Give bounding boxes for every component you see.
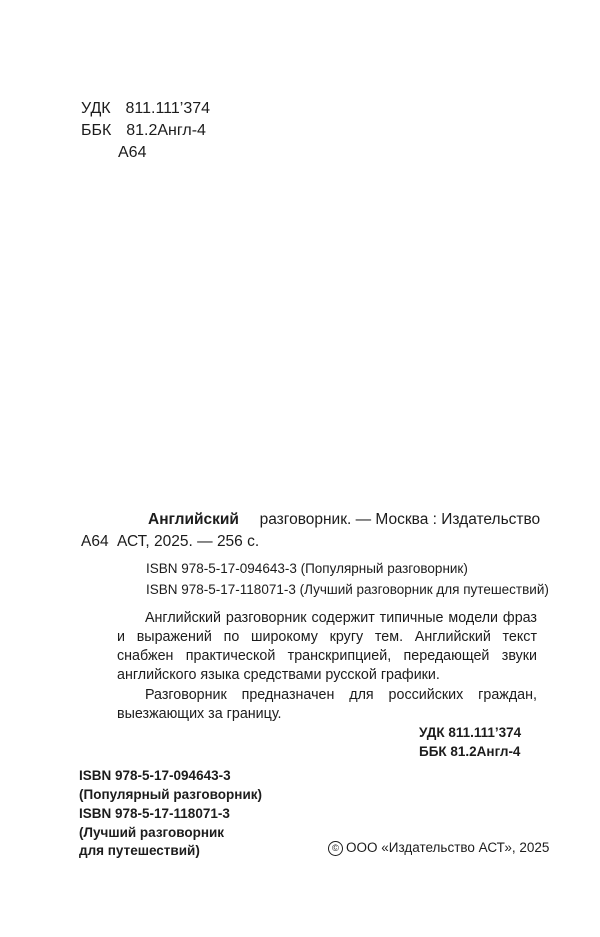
annotation-title-line: [148, 510, 540, 530]
copyright-line: [328, 839, 549, 857]
udk-label: УДК: [81, 100, 111, 117]
annotation-bbk: ББК 81.2Англ-4: [419, 744, 521, 759]
udk-line: [81, 98, 210, 120]
bbk-label: ББК: [81, 122, 112, 139]
copyright-text: ООО «Издательство АСТ», 2025: [346, 840, 550, 855]
author-mark-top: А64: [118, 144, 147, 161]
udk-value: 811.111’374: [125, 100, 211, 117]
annotation-isbn-1: ISBN 978-5-17-094643-3 (Популярный разговорник): [146, 561, 468, 576]
book-title-bold: Английский: [148, 511, 239, 528]
annotation-udk: УДК 811.111’374: [419, 725, 522, 740]
publisher-line: АСТ, 2025. — 256 с.: [117, 533, 260, 550]
copyright-icon: ©: [328, 841, 343, 856]
author-mark-annotation: А64: [81, 533, 109, 550]
annotation-description-1: Английский разговорник содержит типичные модели фраз и выражений по широкому кругу тем. Английский текст снабжен практической транскрипцией, передающей звуки английского языка средствами русской графики.: [117, 610, 537, 683]
book-title-rest: разговорник. — Москва : Издательство: [259, 511, 541, 528]
bottom-isbn-2: ISBN 978-5-17-118071-3: [79, 806, 230, 821]
annotation-description-2: Разговорник предназначен для российских граждан, выезжающих за границу.: [117, 687, 537, 722]
bbk-value: 81.2Англ-4: [126, 122, 206, 139]
bottom-isbn-1-note: (Популярный разговорник): [79, 787, 263, 802]
bbk-line: [81, 120, 206, 142]
bottom-isbn-2-note-line2: для путешествий): [79, 843, 200, 858]
annotation-isbn-2: ISBN 978-5-17-118071-3 (Лучший разговорник для путешествий): [146, 582, 549, 597]
bottom-isbn-2-note-line1: (Лучший разговорник: [79, 825, 225, 840]
bottom-isbn-1: ISBN 978-5-17-094643-3: [79, 768, 231, 783]
